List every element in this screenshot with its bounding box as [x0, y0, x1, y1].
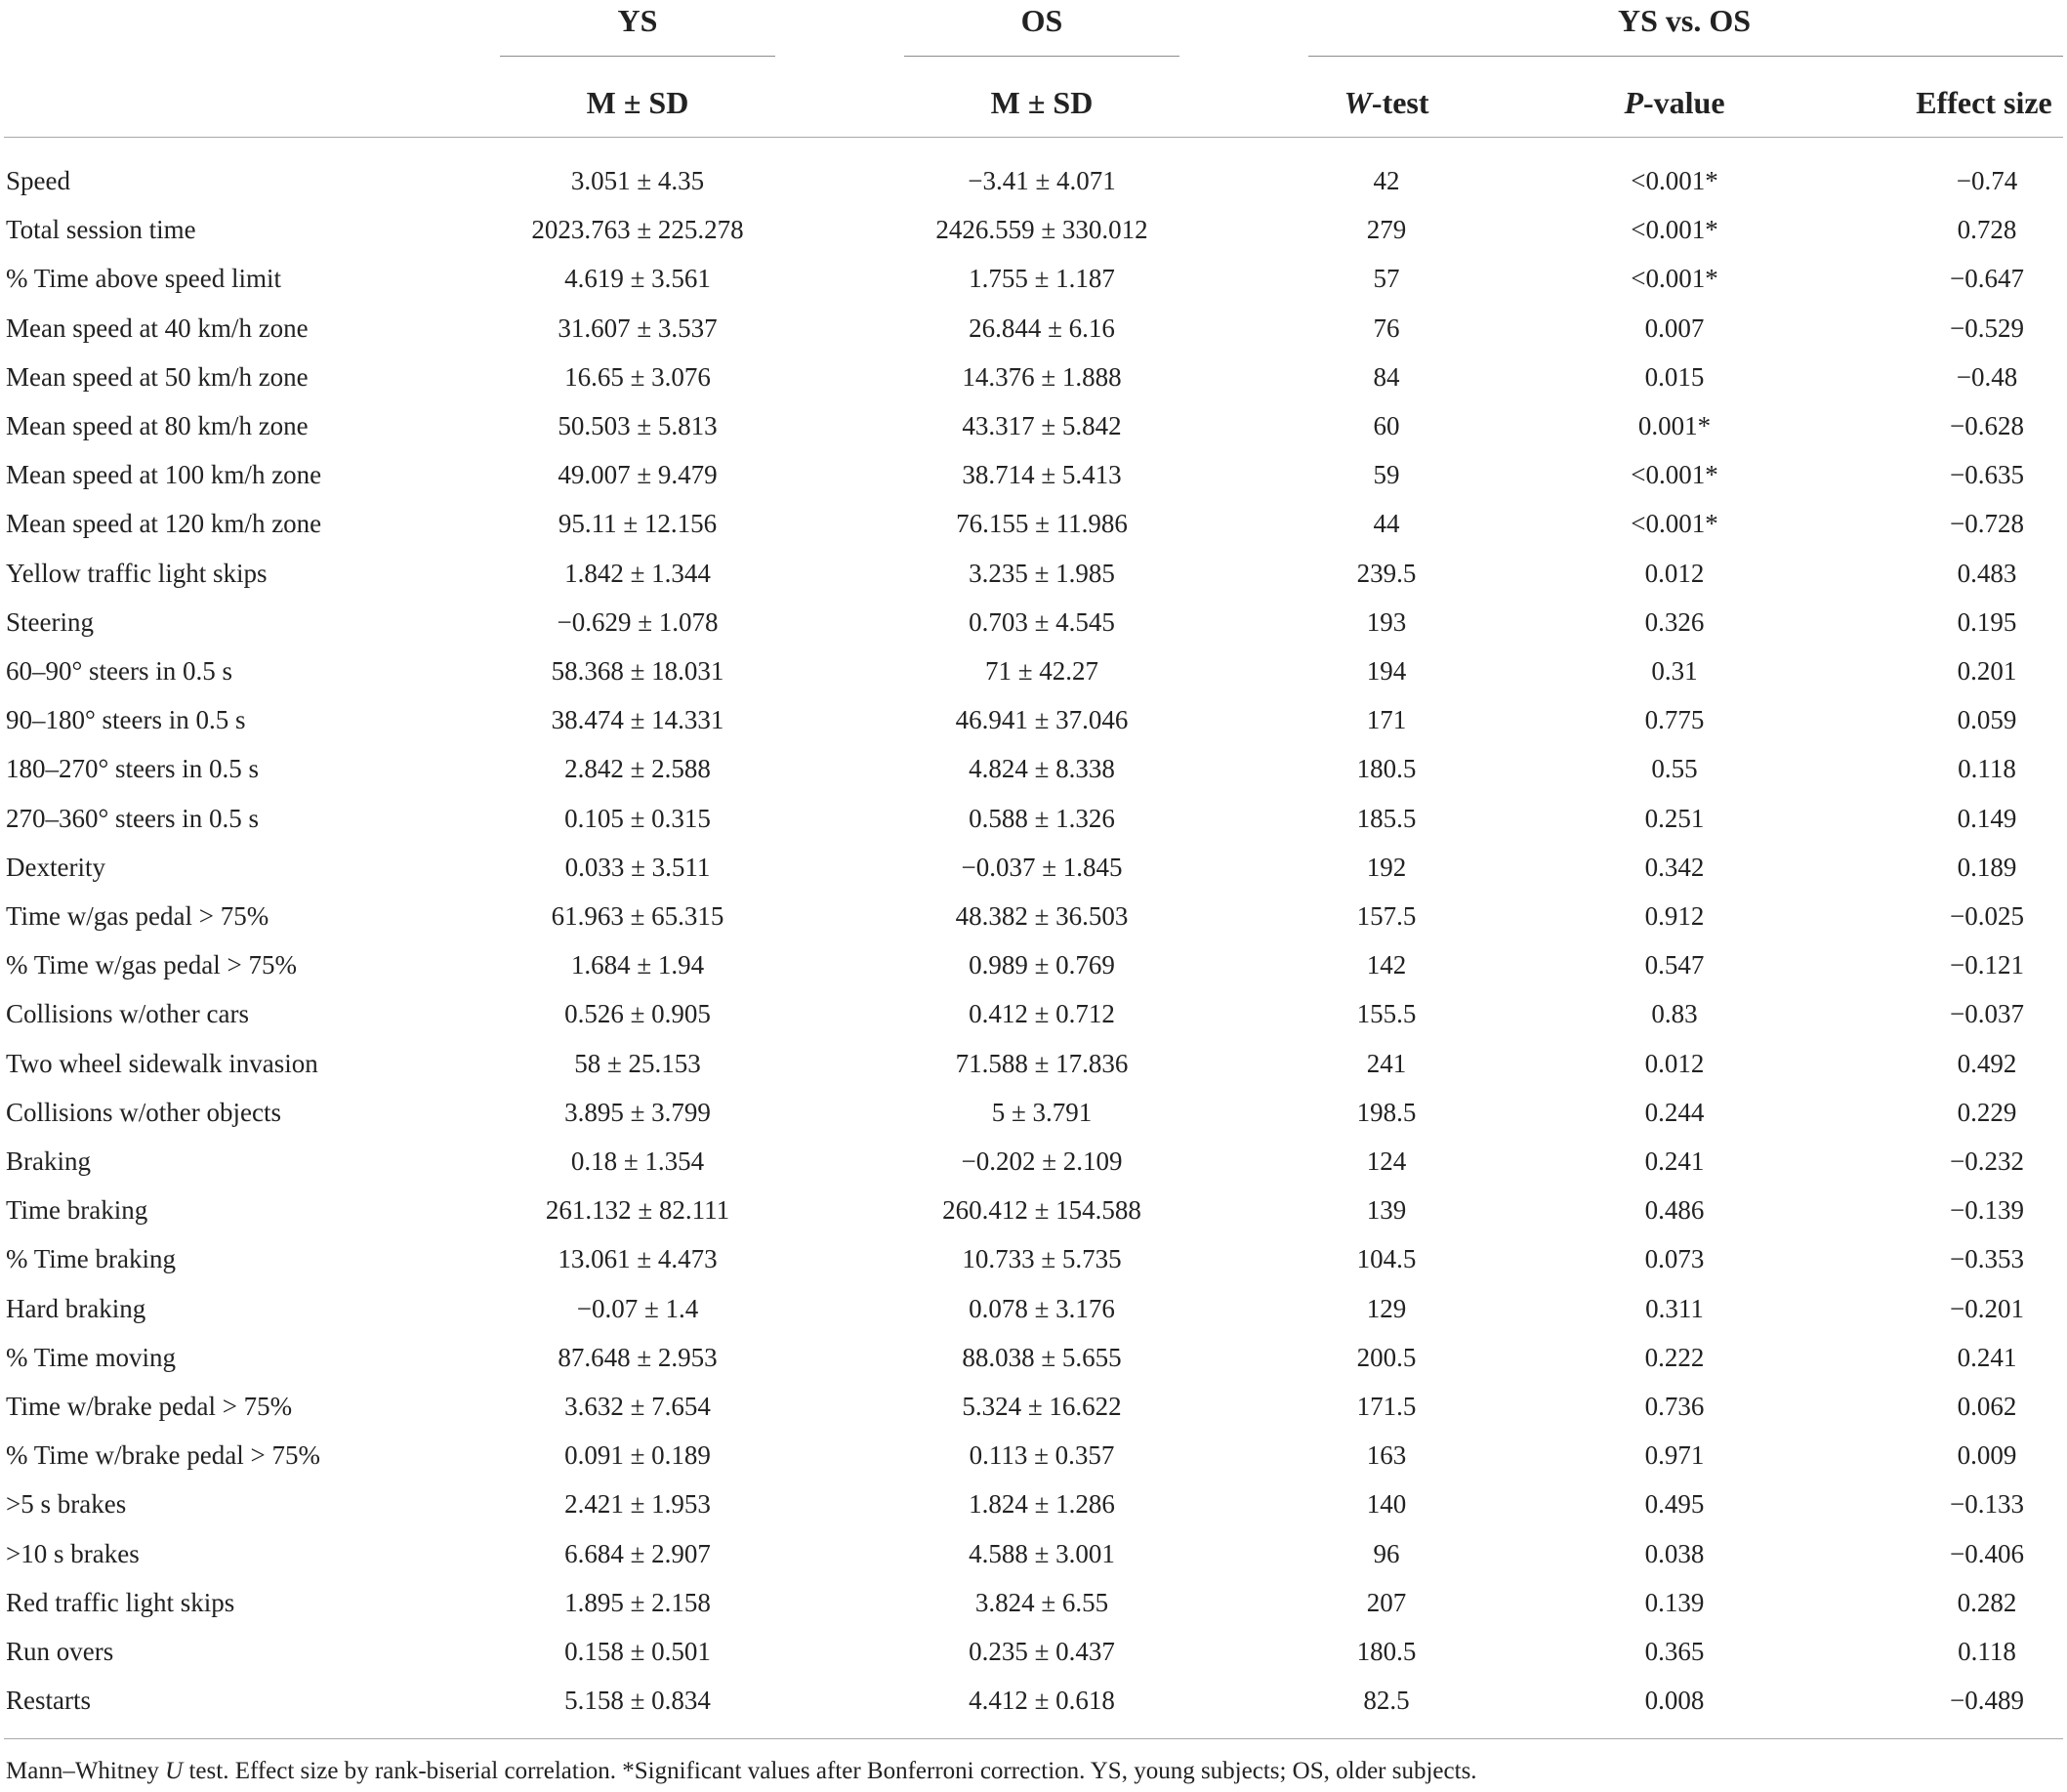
p-value: 0.244 [1644, 1097, 1705, 1127]
p-value: <0.001* [1631, 460, 1718, 490]
effect-size: 0.241 [1957, 1342, 2017, 1372]
w-test-value: 42 [1373, 166, 1400, 195]
table-row [0, 499, 2067, 548]
os-mean-sd: 1.755 ± 1.187 [969, 264, 1115, 294]
row-label: Braking [6, 1146, 91, 1176]
os-mean-sd: 0.078 ± 3.176 [969, 1293, 1115, 1323]
ys-mean-sd: 0.105 ± 0.315 [564, 803, 711, 833]
table-row [0, 1186, 2067, 1234]
w-test-value: 193 [1366, 606, 1407, 637]
w-test-value: 180.5 [1356, 1637, 1417, 1666]
row-label: Mean speed at 40 km/h zone [6, 313, 309, 343]
p-italic: P [1624, 85, 1643, 120]
p-value: 0.038 [1644, 1538, 1705, 1568]
os-mean-sd: 0.235 ± 0.437 [969, 1637, 1115, 1666]
w-test-value: 198.5 [1356, 1097, 1417, 1127]
w-test-value: 84 [1373, 361, 1400, 392]
w-italic: W [1344, 85, 1372, 120]
effect-size: 0.492 [1957, 1048, 2017, 1078]
row-label: Yellow traffic light skips [6, 558, 268, 588]
effect-size: −0.489 [1950, 1686, 2024, 1716]
p-value: 0.007 [1644, 313, 1705, 343]
table-row [0, 843, 2067, 892]
footnote-part2: test. Effect size by rank-biserial correlation. *Significant values after Bonferroni correction. YS, young subjects; OS, older subjects. [183, 1758, 1477, 1784]
p-value: 0.015 [1644, 361, 1705, 392]
row-label: 60–90° steers in 0.5 s [6, 656, 233, 686]
column-header-os-msd: M ± SD [990, 85, 1094, 120]
row-label: Hard braking [6, 1293, 146, 1323]
table-row [0, 989, 2067, 1038]
effect-size: −0.037 [1950, 999, 2024, 1029]
ys-mean-sd: 0.526 ± 0.905 [564, 999, 711, 1029]
os-mean-sd: 76.155 ± 11.986 [956, 509, 1128, 539]
effect-size: 0.062 [1957, 1392, 2017, 1421]
column-header-effect-size: Effect size [1916, 85, 2052, 120]
os-mean-sd: 43.317 ± 5.842 [962, 411, 1122, 440]
table-row [0, 646, 2067, 695]
table-row [0, 450, 2067, 499]
effect-size: 0.189 [1957, 852, 2017, 882]
w-test-value: 124 [1366, 1146, 1407, 1176]
row-label: Two wheel sidewalk invasion [6, 1048, 318, 1078]
os-mean-sd: 71.588 ± 17.836 [955, 1048, 1129, 1078]
effect-size: −0.406 [1950, 1538, 2024, 1568]
os-mean-sd: 3.824 ± 6.55 [974, 1587, 1109, 1617]
effect-size: −0.529 [1950, 313, 2024, 343]
ys-mean-sd: 0.18 ± 1.354 [570, 1146, 705, 1176]
p-value: 0.971 [1644, 1440, 1705, 1471]
row-label: Restarts [6, 1686, 91, 1716]
row-label: Dexterity [6, 852, 105, 882]
os-mean-sd: 38.714 ± 5.413 [962, 460, 1122, 490]
effect-size: 0.282 [1957, 1587, 2017, 1617]
p-value: 0.001* [1637, 411, 1712, 440]
effect-size: −0.48 [1956, 361, 2018, 392]
group-underline-os [904, 56, 1179, 57]
effect-size: 0.009 [1957, 1440, 2017, 1471]
effect-size: 0.229 [1957, 1097, 2017, 1127]
ys-mean-sd: 0.033 ± 3.511 [564, 852, 711, 882]
table-row [0, 940, 2067, 989]
effect-size: 0.118 [1958, 1637, 2016, 1666]
p-value: <0.001* [1631, 264, 1718, 294]
w-test-value: 171 [1366, 705, 1407, 735]
ys-mean-sd: 61.963 ± 65.315 [551, 901, 724, 931]
table-row [0, 1039, 2067, 1088]
effect-size: −0.353 [1950, 1244, 2024, 1274]
row-label: Run overs [6, 1637, 114, 1666]
ys-mean-sd: 0.158 ± 0.501 [564, 1637, 711, 1666]
footnote-part1: Mann–Whitney [6, 1758, 166, 1784]
ys-mean-sd: 5.158 ± 0.834 [564, 1686, 711, 1716]
ys-mean-sd: 16.65 ± 3.076 [564, 361, 711, 392]
effect-size: −0.74 [1956, 166, 2018, 195]
row-label: Mean speed at 50 km/h zone [6, 361, 309, 392]
table-row [0, 892, 2067, 940]
w-test-value: 157.5 [1356, 901, 1417, 931]
w-test-value: 155.5 [1356, 999, 1417, 1029]
w-test-value: 200.5 [1356, 1342, 1417, 1372]
table-row [0, 205, 2067, 254]
row-label: Total session time [6, 215, 196, 245]
ys-mean-sd: 6.684 ± 2.907 [564, 1538, 711, 1568]
os-mean-sd: 0.412 ± 0.712 [969, 999, 1115, 1029]
p-value: 0.241 [1644, 1146, 1705, 1176]
os-mean-sd: 4.588 ± 3.001 [969, 1538, 1115, 1568]
group-header-ys: YS [617, 3, 658, 38]
ys-mean-sd: 31.607 ± 3.537 [558, 313, 718, 343]
w-test-value: 60 [1373, 411, 1400, 440]
os-mean-sd: 5 ± 3.791 [991, 1097, 1093, 1127]
p-value: 0.486 [1644, 1195, 1705, 1226]
effect-size: −0.635 [1950, 460, 2024, 490]
w-test-value: 44 [1373, 509, 1400, 539]
ys-mean-sd: 95.11 ± 12.156 [558, 509, 718, 539]
row-label: Speed [6, 166, 70, 195]
os-mean-sd: 1.824 ± 1.286 [969, 1489, 1115, 1520]
os-mean-sd: 4.824 ± 8.338 [969, 754, 1115, 784]
ys-mean-sd: 0.091 ± 0.189 [564, 1440, 711, 1471]
row-label: Collisions w/other cars [6, 999, 249, 1029]
w-test-value: 180.5 [1356, 754, 1417, 784]
group-underline-ys [500, 56, 775, 57]
p-value: 0.365 [1644, 1637, 1705, 1666]
p-value: 0.073 [1644, 1244, 1705, 1274]
ys-mean-sd: 38.474 ± 14.331 [551, 705, 724, 735]
row-label: % Time w/gas pedal > 75% [6, 950, 297, 980]
p-value: <0.001* [1631, 215, 1718, 245]
effect-size: −0.647 [1950, 264, 2024, 294]
ys-mean-sd: 1.842 ± 1.344 [564, 558, 711, 588]
p-value: 0.012 [1644, 1048, 1705, 1078]
os-mean-sd: 26.844 ± 6.16 [969, 313, 1115, 343]
p-value: 0.736 [1644, 1392, 1705, 1421]
p-value: 0.012 [1644, 558, 1705, 588]
table-footnote [6, 1755, 1477, 1788]
footnote-u: U [165, 1758, 184, 1784]
os-mean-sd: 71 ± 42.27 [984, 656, 1099, 686]
p-value: 0.326 [1644, 606, 1705, 637]
p-value: 0.83 [1651, 999, 1698, 1029]
os-mean-sd: 48.382 ± 36.503 [955, 901, 1129, 931]
group-underline-comparison [1308, 56, 2063, 57]
os-mean-sd: −3.41 ± 4.071 [968, 166, 1116, 195]
w-test-value: 82.5 [1363, 1686, 1410, 1716]
ys-mean-sd: 3.632 ± 7.654 [564, 1392, 711, 1421]
os-mean-sd: 0.703 ± 4.545 [969, 606, 1115, 637]
table-row [0, 254, 2067, 303]
row-label: Time braking [6, 1195, 148, 1226]
w-test-value: 129 [1366, 1293, 1407, 1323]
table-row [0, 304, 2067, 353]
row-label: Time w/brake pedal > 75% [6, 1392, 293, 1421]
w-rest: -test [1371, 85, 1429, 120]
p-value: 0.342 [1644, 852, 1705, 882]
table-row [0, 1333, 2067, 1382]
os-mean-sd: −0.202 ± 2.109 [961, 1146, 1123, 1176]
row-label: Collisions w/other objects [6, 1097, 281, 1127]
column-header-w-test [1308, 82, 1465, 123]
effect-size: 0.201 [1957, 656, 2017, 686]
effect-size: −0.121 [1950, 950, 2024, 980]
table-row [0, 794, 2067, 843]
w-test-value: 142 [1366, 950, 1407, 980]
group-header-comparison: YS vs. OS [1617, 3, 1752, 38]
ys-mean-sd: 50.503 ± 5.813 [558, 411, 718, 440]
p-value: 0.008 [1644, 1686, 1705, 1716]
ys-mean-sd: 2.421 ± 1.953 [564, 1489, 711, 1520]
row-label: % Time above speed limit [6, 264, 281, 294]
table-row [0, 1382, 2067, 1431]
table-row [0, 598, 2067, 646]
table-row [0, 1234, 2067, 1283]
row-label: Mean speed at 120 km/h zone [6, 509, 322, 539]
w-test-value: 104.5 [1356, 1244, 1417, 1274]
ys-mean-sd: −0.629 ± 1.078 [557, 606, 719, 637]
ys-mean-sd: 58 ± 25.153 [574, 1048, 701, 1078]
os-mean-sd: 0.113 ± 0.357 [969, 1440, 1115, 1471]
w-test-value: 207 [1366, 1587, 1407, 1617]
w-test-value: 57 [1373, 264, 1400, 294]
ys-mean-sd: 49.007 ± 9.479 [558, 460, 718, 490]
p-value: 0.775 [1644, 705, 1705, 735]
w-test-value: 239.5 [1356, 558, 1417, 588]
os-mean-sd: −0.037 ± 1.845 [961, 852, 1123, 882]
p-value: 0.31 [1651, 656, 1698, 686]
os-mean-sd: 0.588 ± 1.326 [969, 803, 1115, 833]
table-row [0, 1578, 2067, 1627]
p-value: 0.311 [1645, 1293, 1704, 1323]
w-test-value: 163 [1366, 1440, 1407, 1471]
row-label: Steering [6, 606, 94, 637]
ys-mean-sd: 1.684 ± 1.94 [570, 950, 705, 980]
w-test-value: 194 [1366, 656, 1407, 686]
effect-size: 0.728 [1957, 215, 2017, 245]
effect-size: −0.133 [1950, 1489, 2024, 1520]
effect-size: −0.025 [1950, 901, 2024, 931]
effect-size: −0.728 [1950, 509, 2024, 539]
row-label: 180–270° steers in 0.5 s [6, 754, 260, 784]
os-mean-sd: 260.412 ± 154.588 [942, 1195, 1141, 1226]
os-mean-sd: 14.376 ± 1.888 [962, 361, 1122, 392]
bottom-rule [4, 1738, 2063, 1739]
column-header-ys-msd: M ± SD [586, 85, 689, 120]
ys-mean-sd: 2.842 ± 2.588 [564, 754, 711, 784]
ys-mean-sd: 13.061 ± 4.473 [558, 1244, 718, 1274]
w-test-value: 192 [1366, 852, 1407, 882]
table-row [0, 1676, 2067, 1725]
ys-mean-sd: −0.07 ± 1.4 [576, 1293, 699, 1323]
w-test-value: 140 [1366, 1489, 1407, 1520]
w-test-value: 241 [1366, 1048, 1407, 1078]
p-value: 0.495 [1644, 1489, 1705, 1520]
os-mean-sd: 5.324 ± 16.622 [962, 1392, 1122, 1421]
table-row [0, 1088, 2067, 1137]
ys-mean-sd: 1.895 ± 2.158 [564, 1587, 711, 1617]
os-mean-sd: 88.038 ± 5.655 [962, 1342, 1122, 1372]
effect-size: −0.628 [1950, 411, 2024, 440]
table-row [0, 1431, 2067, 1479]
effect-size: 0.483 [1957, 558, 2017, 588]
os-mean-sd: 0.989 ± 0.769 [969, 950, 1115, 980]
row-label: 90–180° steers in 0.5 s [6, 705, 246, 735]
w-test-value: 279 [1366, 215, 1407, 245]
table-row [0, 744, 2067, 793]
effect-size: −0.232 [1950, 1146, 2024, 1176]
os-mean-sd: 3.235 ± 1.985 [969, 558, 1115, 588]
os-mean-sd: 10.733 ± 5.735 [962, 1244, 1122, 1274]
effect-size: −0.201 [1950, 1293, 2024, 1323]
table-row [0, 549, 2067, 598]
w-test-value: 139 [1366, 1195, 1407, 1226]
p-value: 0.139 [1644, 1587, 1705, 1617]
w-test-value: 59 [1373, 460, 1400, 490]
os-mean-sd: 46.941 ± 37.046 [955, 705, 1129, 735]
w-test-value: 76 [1373, 313, 1400, 343]
row-label: % Time w/brake pedal > 75% [6, 1440, 320, 1471]
ys-mean-sd: 4.619 ± 3.561 [564, 264, 711, 294]
row-label: Red traffic light skips [6, 1587, 235, 1617]
table-row [0, 1137, 2067, 1186]
ys-mean-sd: 261.132 ± 82.111 [545, 1195, 730, 1226]
row-label: >10 s brakes [6, 1538, 140, 1568]
table-row [0, 1627, 2067, 1676]
row-label: >5 s brakes [6, 1489, 127, 1520]
row-label: 270–360° steers in 0.5 s [6, 803, 260, 833]
row-label: Time w/gas pedal > 75% [6, 901, 269, 931]
w-test-value: 185.5 [1356, 803, 1417, 833]
p-value: <0.001* [1631, 509, 1718, 539]
table-row [0, 1284, 2067, 1333]
effect-size: 0.149 [1957, 803, 2017, 833]
effect-size: −0.139 [1950, 1195, 2024, 1226]
row-label: Mean speed at 80 km/h zone [6, 411, 309, 440]
w-test-value: 171.5 [1356, 1392, 1417, 1421]
os-mean-sd: 4.412 ± 0.618 [969, 1686, 1115, 1716]
p-value: 0.222 [1644, 1342, 1705, 1372]
table-row [0, 401, 2067, 450]
effect-size: 0.059 [1957, 705, 2017, 735]
w-test-value: 96 [1373, 1538, 1400, 1568]
p-value: 0.55 [1651, 754, 1698, 784]
effect-size: 0.195 [1957, 606, 2017, 637]
ys-mean-sd: 87.648 ± 2.953 [558, 1342, 718, 1372]
p-value: 0.912 [1644, 901, 1705, 931]
table-row [0, 1479, 2067, 1528]
os-mean-sd: 2426.559 ± 330.012 [935, 215, 1148, 245]
table-row [0, 156, 2067, 205]
row-label: % Time braking [6, 1244, 177, 1274]
p-value: <0.001* [1631, 166, 1718, 195]
ys-mean-sd: 3.051 ± 4.35 [570, 166, 705, 195]
group-header-os: OS [1020, 3, 1063, 38]
header-rule [4, 137, 2063, 138]
row-label: % Time moving [6, 1342, 177, 1372]
p-rest: -value [1643, 85, 1725, 120]
table-row [0, 353, 2067, 401]
table-row [0, 695, 2067, 744]
ys-mean-sd: 2023.763 ± 225.278 [531, 215, 744, 245]
row-label: Mean speed at 100 km/h zone [6, 460, 322, 490]
p-value: 0.251 [1644, 803, 1705, 833]
ys-mean-sd: 3.895 ± 3.799 [564, 1097, 711, 1127]
column-header-p-value [1587, 82, 1762, 123]
p-value: 0.547 [1644, 950, 1705, 980]
ys-mean-sd: 58.368 ± 18.031 [551, 656, 724, 686]
table-row [0, 1529, 2067, 1578]
effect-size: 0.118 [1958, 754, 2016, 784]
